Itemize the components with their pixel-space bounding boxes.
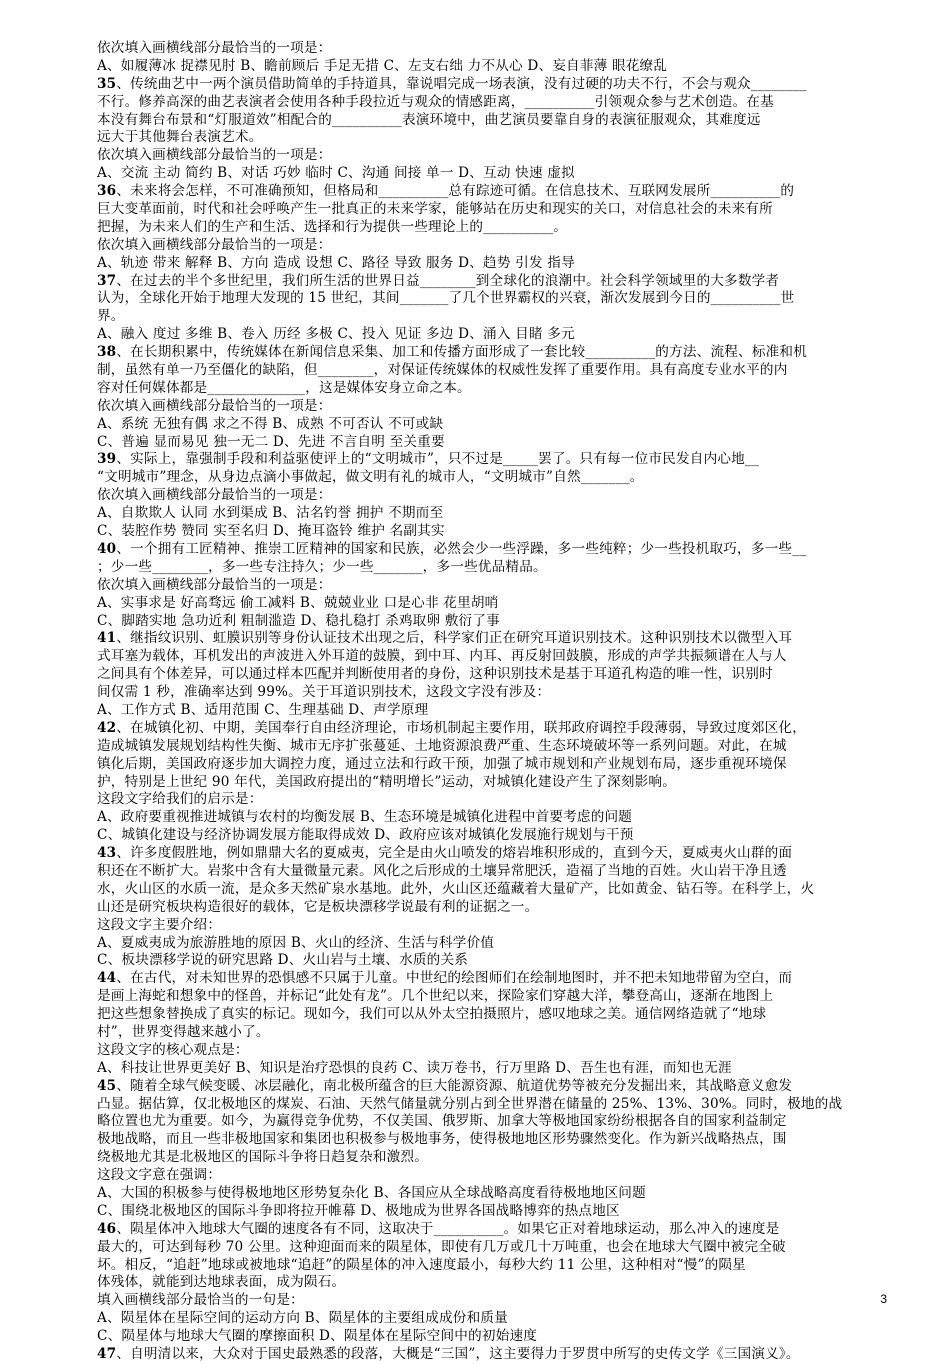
text-line — [97, 290, 887, 308]
text-line — [97, 1131, 887, 1149]
line-text: 体残体，就能到达地球表面，成为陨石。 — [97, 1274, 346, 1291]
question-line — [97, 1078, 887, 1096]
line-text: A、政府要重视推进城镇与农村的均衡发展 B、生态环境是城镇化进程中首要考虑的问题 — [97, 809, 633, 826]
line-text: 依次填入画横线部分最恰当的一项是： — [97, 236, 332, 253]
line-text: “文明城市”理念，从身边点滴小事做起，做文明有礼的城市人，“文明城市”自然_______。 — [97, 469, 644, 486]
text-line — [97, 577, 887, 595]
question-number: 44 — [97, 970, 117, 987]
text-line — [97, 917, 887, 935]
question-number: 45 — [97, 1077, 117, 1094]
line-text: 这段文字给我们的启示是： — [97, 791, 263, 808]
text-line — [97, 809, 887, 827]
text-line — [97, 380, 887, 398]
text-line — [97, 201, 887, 219]
question-line — [97, 183, 887, 201]
line-text: 、在城镇化初、中期，美国奉行自由经济理论，市场机制起主要作用，联邦政府调控手段薄弱，导致过度郊区化， — [116, 719, 807, 736]
question-number: 35 — [97, 75, 117, 92]
line-text: 村”，世界变得越来越小了。 — [97, 1023, 270, 1040]
text-line — [97, 613, 887, 631]
text-line — [97, 505, 887, 523]
line-text: 护，特别是上世纪 90 年代，美国政府提出的“精明增长”运动，对城镇化建设产生了深刻影响。 — [97, 773, 676, 790]
text-line — [97, 255, 887, 273]
line-text: 极地战略，而且一些非极地国家和集团也积极参与极地事务，使得极地地区形势骤然变化。作为新兴战略热点，围 — [97, 1131, 787, 1148]
question-line — [97, 541, 887, 559]
text-line — [97, 219, 887, 237]
text-line — [97, 1257, 887, 1275]
text-line — [97, 1024, 887, 1042]
line-text: A、轨迹 带来 解释 B、方向 造成 设想 C、路径 导致 服务 D、趋势 引发 指导 — [97, 254, 575, 271]
question-number: 38 — [97, 344, 117, 361]
text-line — [97, 756, 887, 774]
document-body — [97, 40, 887, 1364]
question-number: 42 — [97, 719, 117, 736]
line-text: C、陨星体与地球大气圈的摩擦面积 D、陨星体在星际空间中的初始速度 — [97, 1328, 538, 1345]
line-text: C、板块漂移学说的研究思路 D、火山岩与土壤、水质的关系 — [97, 952, 469, 969]
line-text: 、在古代，对未知世界的恐惧感不只属于儿童。中世纪的绘图师们在绘制地图时，并不把未知地带留为空白，而 — [116, 970, 793, 987]
line-text: A、实事求是 好高骛远 偷工减料 B、兢兢业业 口是心非 花里胡哨 — [97, 594, 499, 611]
line-text: 把握，为未来人们的生产和生活、选择和行为提供一些理论上的__________。 — [97, 218, 567, 235]
text-line — [97, 147, 887, 165]
line-text: 是画上海蛇和想象中的怪兽，并标记“此处有龙”。几个世纪以来，探险家们穿越大洋，攀登高山，逐渐在地图上 — [97, 988, 774, 1005]
question-line — [97, 720, 887, 738]
line-text: 之间具有个体差异，可以通过样本匹配并判断使用者的身份，这种识别技术是基于耳道孔构造的唯一性，识别时 — [97, 666, 773, 683]
line-text: C、城镇化建设与经济协调发展方能取得成效 D、政府应该对城镇化发展施行规划与干预 — [97, 827, 634, 844]
text-line — [97, 935, 887, 953]
text-line — [97, 702, 887, 720]
line-text: 、一个拥有工匠精神、推崇工匠精神的国家和民族，必然会少一些浮躁，多一些纯粹；少一些投机取巧，多一些__ — [116, 540, 807, 557]
line-text: 绕极地尤其是北极地区的国际斗争将日趋复杂和激烈。 — [97, 1149, 429, 1166]
line-text: 依次填入画横线部分最恰当的一项是： — [97, 576, 332, 593]
question-number: 39 — [97, 451, 117, 468]
line-text: A、工作方式 B、适用范围 C、生理基础 D、声学原理 — [97, 701, 429, 718]
line-text: 不行。修养高深的曲艺表演者会使用各种手段拉近与观众的情感距离，__________引领观众参与艺术创造。在基 — [97, 93, 774, 110]
line-text: 、继指纹识别、虹膜识别等身份认证技术出现之后，科学家们正在研究耳道识别技术。这种识别技术以微型入耳 — [116, 630, 793, 647]
line-text: 这段文字意在强调： — [97, 1167, 222, 1184]
text-line — [97, 1203, 887, 1221]
line-text: 本没有舞台布景和“灯服道效”相配合的__________表演环境中，曲艺演员要靠自身的表演征服观众，其难度远 — [97, 111, 761, 128]
line-text: A、如履薄冰 捉襟见肘 B、瞻前顾后 手足无措 C、左支右绌 力不从心 D、妄自菲薄 眼花缭乱 — [97, 57, 668, 74]
page-number: 3 — [880, 1292, 887, 1306]
question-line — [97, 845, 887, 863]
text-line — [97, 523, 887, 541]
text-line — [97, 1310, 887, 1328]
text-line — [97, 595, 887, 613]
line-text: A、交流 主动 简约 B、对话 巧妙 临时 C、沟通 间接 单一 D、互动 快速 虚拟 — [97, 165, 575, 182]
line-text: 最大的，可达到每秒 70 公里。这种迎面而来的陨星体，即使有几万或几十万吨重，也会在地球大气圈中被完全破 — [97, 1238, 786, 1255]
line-text: 认为，全球化开始于地理大发现的 15 世纪，其间_______了几个世界霸权的兴衰，渐次发展到今日的__________世 — [97, 290, 795, 307]
line-text: 依次填入画横线部分最恰当的一项是： — [97, 40, 332, 56]
question-line — [97, 76, 887, 94]
line-text: 镇化后期，美国政府逐步加大调控力度，通过立法和行政干预，加强了城市规划和产业规划布局，逐步重视环境保 — [97, 755, 787, 772]
line-text: C、普遍 显而易见 独一无二 D、先进 不言自明 至关重要 — [97, 433, 445, 450]
text-line — [97, 1096, 887, 1114]
line-text: 间仅需 1 秒，准确率达到 99%。关于耳道识别技术，这段文字没有涉及： — [97, 684, 551, 701]
text-line — [97, 1042, 887, 1060]
question-number: 41 — [97, 630, 117, 647]
text-line — [97, 684, 887, 702]
text-line — [97, 666, 887, 684]
line-text: 容对任何媒体都是______________，这是媒体安身立命之本。 — [97, 379, 471, 396]
line-text: A、科技让世界更美好 B、知识是治疗恐惧的良药 C、读万卷书，行万里路 D、吾生也有涯，而知也无涯 — [97, 1059, 732, 1076]
line-text: 填入画横线部分最恰当的一句是： — [97, 1292, 304, 1309]
text-line — [97, 1113, 887, 1131]
line-text: A、陨星体在星际空间的运动方向 B、陨星体的主要组成成份和质量 — [97, 1310, 508, 1327]
text-line — [97, 416, 887, 434]
question-line — [97, 970, 887, 988]
text-line — [97, 738, 887, 756]
text-line — [97, 94, 887, 112]
text-line — [97, 827, 887, 845]
question-number: 37 — [97, 272, 117, 289]
text-line — [97, 398, 887, 416]
text-line — [97, 988, 887, 1006]
line-text: 依次填入画横线部分最恰当的一项是： — [97, 487, 332, 504]
question-line — [97, 630, 887, 648]
line-text: 造成城镇发展规划结构性失衡、城市无序扩张蔓延、土地资源浪费严重、生态环境破坏等一系列问题。对此，在城 — [97, 737, 787, 754]
line-text: 式耳塞为载体，耳机发出的声波进入外耳道的鼓膜，到中耳、内耳、再反射回鼓膜，形成的声学共振频谱在人与人 — [97, 648, 787, 665]
text-line — [97, 559, 887, 577]
text-line — [97, 237, 887, 255]
text-line — [97, 1006, 887, 1024]
line-text: A、夏威夷成为旅游胜地的原因 B、火山的经济、生活与科学价值 — [97, 934, 495, 951]
question-line — [97, 1221, 887, 1239]
line-text: C、装腔作势 赞同 实至名归 D、掩耳盗铃 维护 名副其实 — [97, 523, 445, 540]
text-line — [97, 648, 887, 666]
line-text: 巨大变革面前，时代和社会呼唤产生一批真正的未来学家，能够站在历史和现实的关口，对信息社会的未来有所 — [97, 201, 773, 218]
text-line — [97, 1328, 887, 1346]
question-number: 40 — [97, 540, 117, 557]
line-text: 、在长期积累中，传统媒体在新闻信息采集、加工和传播方面形成了一套比较__________的方法、流程、标准和机 — [116, 344, 808, 361]
line-text: A、自欺欺人 认同 水到渠成 B、沽名钓誉 拥护 不期而至 — [97, 505, 444, 522]
line-text: 、随着全球气候变暖、冰层融化，南北极所蕴含的巨大能源资源、航道优势等被充分发掘出来，其战略意义愈发 — [116, 1077, 793, 1094]
question-number: 46 — [97, 1220, 117, 1237]
question-line — [97, 451, 887, 469]
text-line — [97, 1292, 887, 1310]
line-text: 、自明清以来，大众对于国史最熟悉的段落，大概是“三国”，这主要得力于罗贯中所写的史传文学《三国演义》。 — [116, 1346, 800, 1363]
question-line — [97, 344, 887, 362]
line-text: 凸显。据估算，仅北极地区的煤炭、石油、天然气储量就分别占到全世界潜在储量的 25%、13%、30%。同时，极地的战 — [97, 1095, 843, 1112]
text-line — [97, 899, 887, 917]
line-text: A、大国的积极参与使得极地地区形势复杂化 B、各国应从全球战略高度看待极地地区问题 — [97, 1185, 646, 1201]
text-line — [97, 112, 887, 130]
text-line — [97, 326, 887, 344]
line-text: 山还是研究板块构造很好的载体，它是板块漂移学说最有利的证据之一。 — [97, 898, 539, 915]
line-text: 、陨星体冲入地球大气圈的速度各有不同，这取决于__________。如果它正对着地球运动，那么冲入的速度是 — [116, 1220, 780, 1237]
text-line — [97, 469, 887, 487]
text-line — [97, 1185, 887, 1203]
text-line — [97, 165, 887, 183]
text-line — [97, 774, 887, 792]
question-number: 47 — [97, 1346, 117, 1363]
text-line — [97, 362, 887, 380]
line-text: 界。 — [97, 308, 125, 325]
line-text: 坏。相反，“追赶”地球或被地球“追赶”的陨星体的冲入速度最小，每秒大约 11 公里，这种相对“慢”的陨星 — [97, 1256, 746, 1273]
text-line — [97, 952, 887, 970]
line-text: ；少一些________，多一些专注持久；少一些_______，多一些优品精品。 — [97, 558, 547, 575]
question-number: 43 — [97, 845, 117, 862]
line-text: 积还在不断扩大。岩浆中含有大量微量元素。风化之后形成的土壤异常肥沃，造福了当地的百姓。火山岩干净且透 — [97, 862, 787, 879]
text-line — [97, 1149, 887, 1167]
line-text: C、围绕北极地区的国际斗争即将拉开帷幕 D、极地成为世界各国战略博弈的热点地区 — [97, 1202, 620, 1219]
line-text: 依次填入画横线部分最恰当的一项是： — [97, 397, 332, 414]
text-line — [97, 863, 887, 881]
question-line — [97, 273, 887, 291]
line-text: 这段文字的核心观点是： — [97, 1041, 249, 1058]
line-text: C、脚踏实地 急功近利 粗制滥造 D、稳扎稳打 杀鸡取卵 敷衍了事 — [97, 612, 500, 629]
line-text: 、许多度假胜地，例如鼎鼎大名的夏威夷，完全是由火山喷发的熔岩堆积形成的，直到今天，夏威夷火山群的面 — [116, 845, 793, 862]
text-line — [97, 791, 887, 809]
line-text: A、融入 度过 多维 B、卷入 历经 多极 C、投入 见证 多边 D、涌入 目睹 多元 — [97, 326, 575, 343]
line-text: 、传统曲艺中一两个演员借助简单的手持道具，靠说唱完成一场表演，没有过硬的功夫不行，不会与观众________ — [116, 75, 807, 92]
text-line — [97, 487, 887, 505]
text-line — [97, 58, 887, 76]
line-text: 略位置也尤为重要。如今，为赢得竞争优势，不仅美国、俄罗斯、加拿大等极地国家纷纷根据各自的国家利益制定 — [97, 1113, 787, 1130]
line-text: 远大于其他舞台表演艺术。 — [97, 129, 263, 146]
text-line — [97, 1274, 887, 1292]
line-text: 、在过去的半个多世纪里，我们所生活的世界日益________到全球化的浪潮中。社会科学领域里的大多数学者 — [116, 272, 780, 289]
line-text: 、未来将会怎样，不可准确预知，但格局和__________总有踪迹可循。在信息技术、互联网发展所__________的 — [116, 183, 795, 200]
line-text: 把这些想象替换成了真实的标记。现如今，我们可以从外太空拍摄照片，感叹地球之美。通信网络造就了“地球 — [97, 1006, 767, 1023]
text-line — [97, 881, 887, 899]
line-text: 水，火山区的水质一流，是众多天然矿泉水基地。此外，火山区还蕴藏着大量矿产，比如黄金、钻石等。在科学上，火 — [97, 880, 815, 897]
text-line — [97, 129, 887, 147]
text-line — [97, 1167, 887, 1185]
question-line — [97, 1346, 887, 1364]
line-text: 、实际上，靠强制手段和利益驱使评上的“文明城市”，只不过是_____罢了。只有每一位市民发自内心地__ — [116, 451, 759, 468]
line-text: 制，虽然有单一乃至僵化的缺陷，但________，对保证传统媒体的权威性发挥了重要作用。具有高度专业水平的内 — [97, 362, 788, 379]
line-text: A、系统 无独有偶 求之不得 B、成熟 不可否认 不可或缺 — [97, 415, 444, 432]
text-line — [97, 308, 887, 326]
question-number: 36 — [97, 183, 117, 200]
text-line — [97, 40, 887, 58]
text-line — [97, 434, 887, 452]
text-line — [97, 1060, 887, 1078]
text-line — [97, 1239, 887, 1257]
line-text: 依次填入画横线部分最恰当的一项是： — [97, 147, 332, 164]
line-text: 这段文字主要介绍： — [97, 916, 222, 933]
